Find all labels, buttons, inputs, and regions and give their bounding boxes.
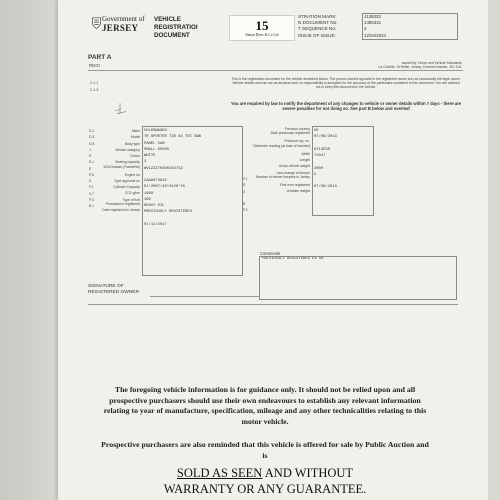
cylinder-value: 1968 [144,191,154,196]
co2-value: 190 [144,197,151,202]
code: P.1 [89,185,94,190]
date-registered-value: 07/11/2017 [144,222,167,227]
comments-label: Comments [260,251,281,256]
engine-no-label: Engine no [124,172,140,177]
date-of-issue-value: 12/04/2024 [364,32,386,38]
code: K [89,179,92,183]
part-a-title: PART A [88,54,112,61]
colour-label: Colour [130,154,140,158]
fuel-label: Type of fuel [122,197,140,202]
left-labels-column [102,128,140,213]
type-approval-label: Type approval no [113,178,140,183]
seating-value: 3 [144,160,147,165]
code: P.5 [89,172,94,177]
code: G [243,183,246,188]
document-title: VEHICLE REGISTRATIOI DOCUMENT [154,16,198,39]
type-approval-value: E1*2007/46*0120*15 [144,185,186,190]
sold-as-seen-notice [100,465,430,497]
auction-notice: Prospective purchasers are also reminded that this vehicle is offered for sale by Public Auction and is [101,440,429,460]
signature-line1: SIGNATURE OF [88,284,124,289]
right-values-box [312,126,374,216]
header-values-box [362,13,458,40]
gross-weight-label: Gross vehicle weight [278,164,310,169]
signature-line [150,296,260,297]
code-c11: C.1.1 [90,81,99,85]
without-text: AND WITHOUT [262,466,354,480]
length-label: Length [299,158,310,163]
date-prev-registered-value: 07/08/2013 [314,135,337,140]
code: D.5 [89,141,95,146]
sold-as-seen-text: SOLD AS SEEN [176,466,263,480]
vehicle-category-label: Vehicle category [115,147,140,152]
left-values-box [142,126,243,276]
unladen-weight-label: Unladen weight [286,189,310,194]
code: E [89,166,92,171]
disclaimer-paragraph: The foregoing vehicle information is for guidance only. It should not be relied upon and all prospective purchasers should use their own endeavours to establish any relevant information relating to year of manufacture, specification, mileage and any other technicalities relating to this motor vehicle. [103,385,427,426]
issued-by-line: Issued by: Driver and Vehicle Standards [401,61,462,65]
previous-reg-label: Previous reg. no. [284,139,310,144]
lot-number: 15 [255,18,269,33]
model-value: TR SPORTER T28 84 TDI SWB [144,135,201,140]
code: P.3 [89,197,94,202]
code: B.1 [89,204,95,208]
body-type-label: Body type [124,141,140,146]
registration-notice: This is the registration document for the vehicle described below. The person named opposite is the registered owner but not necessarily the legal owner. Vehicle details and use are as declared and no responsibility is accepted for the accuracy of the particulars contained in this document. You are advised not to keep this document in the vehicle. [231,77,461,90]
model-label: Model [130,135,140,140]
part-a-subtitle: REGI [89,63,101,68]
former-keepers-value: 5 [314,172,317,177]
last-change-label: Last change of keeper [276,170,310,175]
code: F.1 [243,177,248,181]
signature-label [88,284,139,297]
vehicle-category-value: SMALL GOODS [144,147,170,152]
issued-by [262,61,462,69]
registration-mark-value: J138333 [364,14,381,19]
sold-line-1 [100,465,430,481]
co2-label: CO2 g/km [124,191,140,196]
code: D.1 [89,129,95,133]
part-a-bottom-rule [88,304,458,305]
comments-value: PREVIOUSLY REGISTERED EX UK [262,257,324,261]
code-c13: C.1.3 [90,88,99,92]
code: R [89,154,92,158]
code: B [243,202,246,206]
comments-box [259,256,457,300]
previous-reg-value: GY13EXR [314,147,330,152]
previous-country-value: UK [314,129,319,133]
pencil-mark-icon [112,100,130,116]
make-value: VOLKSWAGEN [144,129,167,133]
date-prev-registered-label: Date previously registered [270,131,310,136]
right-labels-column [250,126,310,195]
vin-label: VIN/Chassis (Frame/No) [103,164,140,169]
gross-weight-value: 2800 [314,166,324,171]
width-label: Width [301,151,310,156]
issued-address: La Collette, St Helier, Jersey, Channel Islands, JE1 1UL [378,65,462,70]
first-registered-value: 07/08/2013 [314,185,337,190]
seating-label: Seating capacity [115,160,140,165]
jersey-crest-icon [92,17,101,29]
odometer-value: 71047 [314,154,326,158]
legal-warning: You are required by law to notify the department of any changes to vehicle or owner details within 7 days - there are severe penalties for not doing so. See part B below and overleaf [230,101,462,112]
code: Z [243,189,246,194]
background-edge [0,0,58,500]
date-of-issue-label: ISSUE OF ISSUE: [298,32,336,38]
body-type-value: PANEL VAN [144,141,165,146]
colour-value: WHITE [144,154,156,158]
fuel-value: HEAVY OIL [144,204,165,208]
jersey-logo-text: JERSEY [102,23,139,33]
engine-no-value: CAAA074815 [144,179,167,183]
signature-line2: REGISTERED OWNER [88,290,139,296]
header-field-labels [298,14,337,39]
former-keepers-label: Number of former keepers in Jersey [255,174,310,179]
odometer-label: Odometer reading (at date of transfer) [252,143,310,148]
purchase-value: PREVIOUSLY REGISTERED [144,210,192,215]
code: S.1 [89,160,95,165]
purchase-label: Purchase/or registered [105,201,140,206]
document-number-value: 1486341 [364,20,382,26]
document-number-label: N DOCUMENT No: [298,20,338,26]
code: V.7 [89,191,94,196]
auctioneer-name: Simon Drew & Co Ltd [245,33,279,37]
vin-value: WV1ZZZ7HZHH163732 [144,166,183,171]
right-codes-column [243,176,248,214]
cylinder-label: Cylinder Capacity [113,185,140,190]
make-label: Make [131,129,140,133]
sequence-number-label: T SEQUENCE No: [298,26,337,32]
left-codes-column [89,128,94,209]
owner-codes [90,80,98,94]
sold-line-2: WARRANTY OR ANY GUARANTEE. [163,482,367,496]
registration-mark-label: STRATION MARK: [298,14,337,19]
part-a-divider [88,70,463,71]
code: F.2 [243,208,248,213]
sequence-number-value: 3 [364,26,367,32]
code: J [89,147,91,152]
first-registered-label: First ever registered [279,183,310,188]
government-of-text: Government of [102,15,145,23]
code: D.3 [89,135,95,140]
date-registered-label: Date registered in Jersey [102,208,140,213]
previous-country-label: Previous country [284,127,310,131]
lot-sticker [229,15,295,41]
